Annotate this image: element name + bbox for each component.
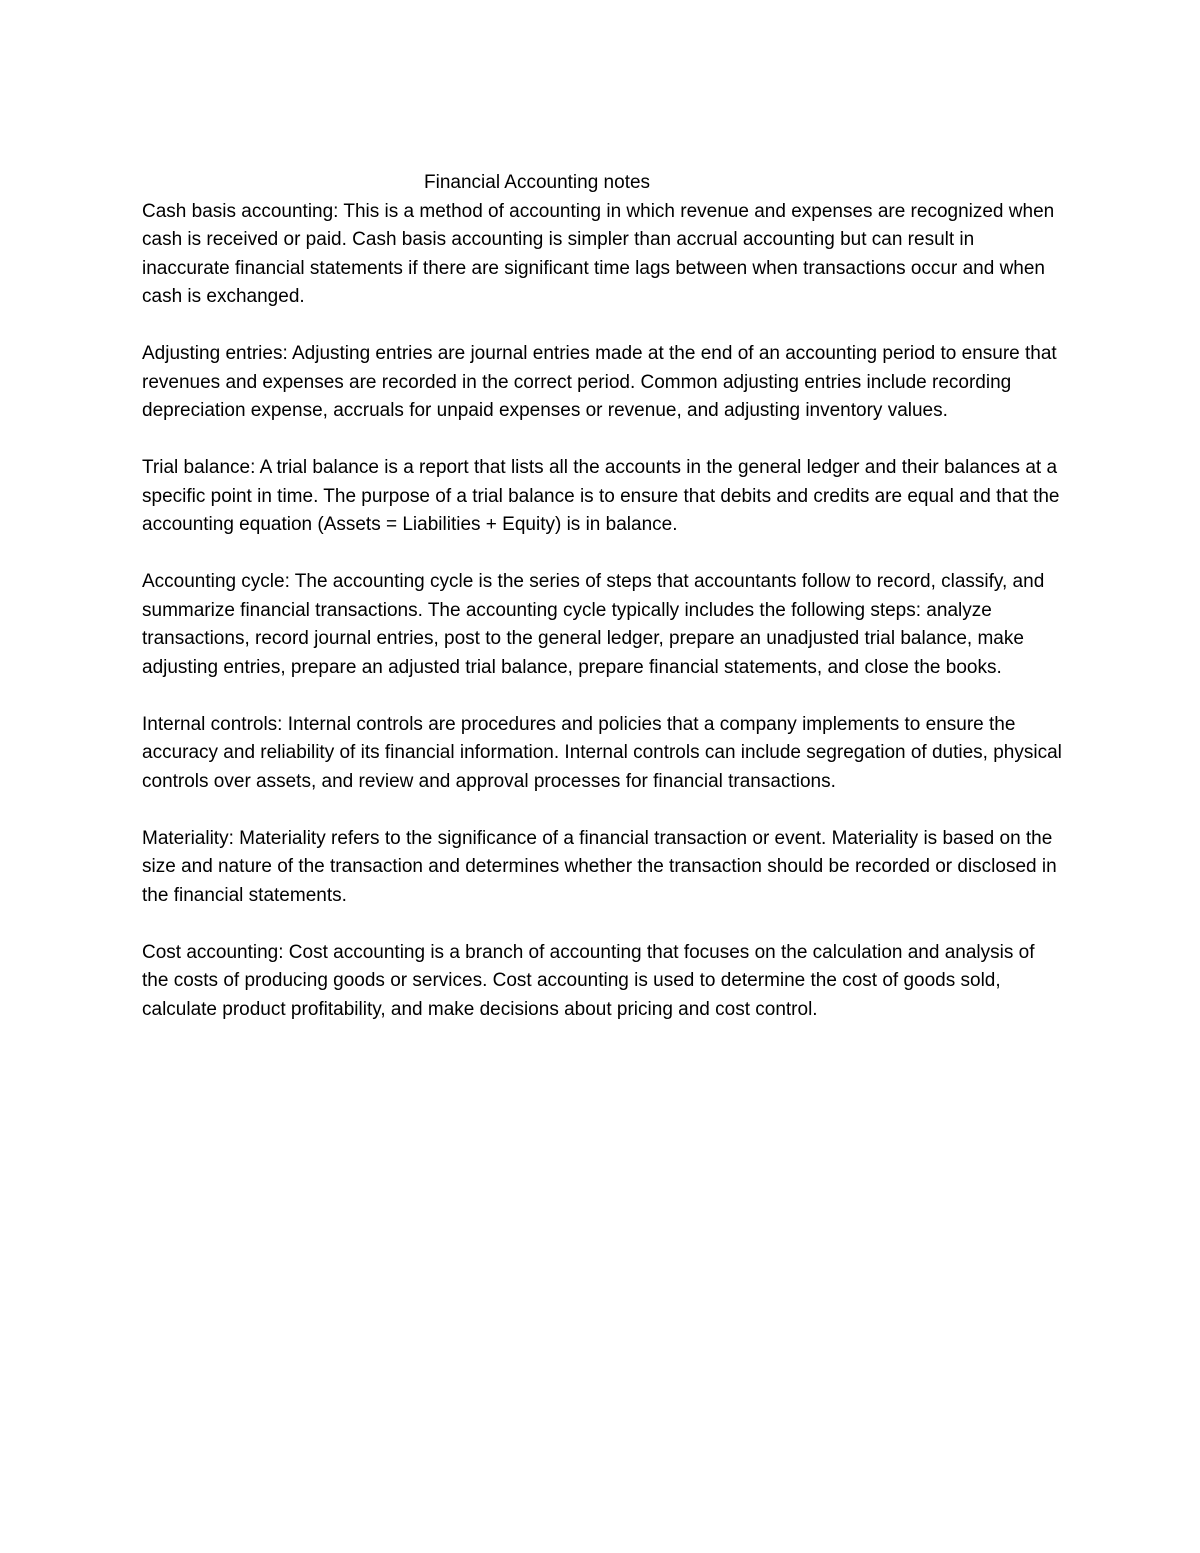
paragraph-cash-basis-accounting: Cash basis accounting: This is a method of accounting in which revenue and expenses are recognized when cash is received or paid. Cash basis accounting is simpler than accrual accounting but can result in inaccurate financial statements if there are significant time lags between when transactions occur and when cash is exchanged. [142, 200, 1055, 307]
paragraph-materiality: Materiality: Materiality refers to the significance of a financial transaction or event. Materiality is based on the size and nature of the transaction and determines whether the transaction should be recorded or disclosed in the financial statements. [142, 827, 1057, 906]
document-title: Financial Accounting notes [424, 172, 651, 193]
paragraph-adjusting-entries: Adjusting entries: Adjusting entries are journal entries made at the end of an accounting period to ensure that revenues and expenses are recorded in the correct period. Common adjusting entries include recording depreciation expense, accruals for unpaid expenses or revenue, and adjusting inventory values. [142, 343, 1057, 421]
paragraph-cost-accounting: Cost accounting: Cost accounting is a branch of accounting that focuses on the calculation and analysis of the costs of producing goods or services. Cost accounting is used to determine the cost of goods sold, calculate product profitability, and make decisions about pricing and cost control. [142, 941, 1035, 1020]
document-body [142, 169, 1062, 1053]
paragraph-accounting-cycle: Accounting cycle: The accounting cycle is the series of steps that accountants follow to record, classify, and summarize financial transactions. The accounting cycle typically includes the following steps: analyze transactions, record journal entries, post to the general ledger, prepare an unadjusted trial balance, make adjusting entries, prepare an adjusted trial balance, prepare financial statements, and close the books. [142, 571, 1045, 678]
paragraph-internal-controls: Internal controls: Internal controls are procedures and policies that a company implements to ensure the accuracy and reliability of its financial information. Internal controls can include segregation of duties, physical controls over assets, and review and approval processes for financial transactions. [142, 713, 1062, 792]
paragraph-trial-balance: Trial balance: A trial balance is a report that lists all the accounts in the general ledger and their balances at a specific point in time. The purpose of a trial balance is to ensure that debits and credits are equal and that the accounting equation (Assets = Liabilities + Equity) is in balance. [142, 457, 1060, 535]
